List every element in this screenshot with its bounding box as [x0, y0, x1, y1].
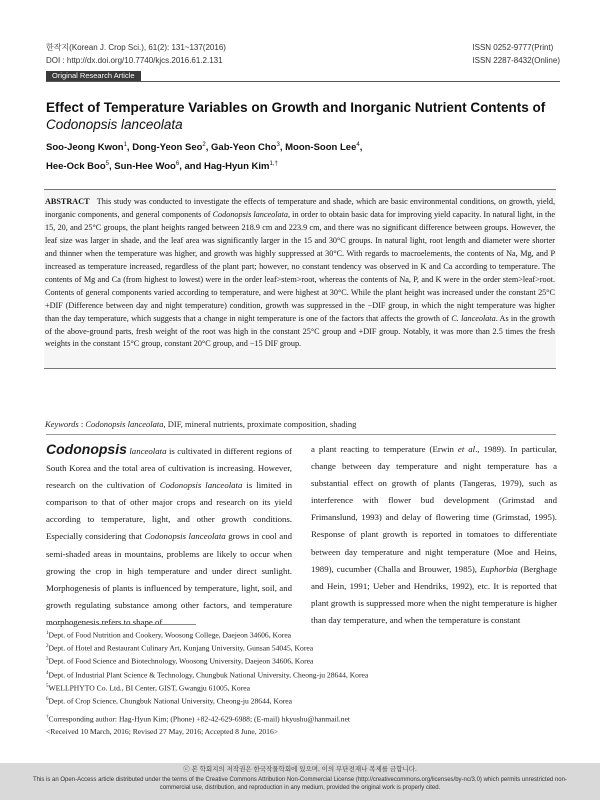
affiliation-line — [46, 694, 556, 707]
affiliation-mark: 5 — [46, 683, 49, 689]
title-line-2: Codonopsis lanceolata — [46, 117, 183, 132]
title-line-1: Effect of Temperature Variables on Growth and Inorganic Nutrient Contents of — [46, 100, 546, 115]
author — [46, 142, 132, 153]
corresponding-author — [46, 712, 556, 725]
license-footer — [0, 763, 600, 800]
author — [46, 161, 114, 172]
author-separator: , — [126, 142, 133, 154]
issn-online: ISSN 2287-8432(Online) — [472, 56, 560, 65]
affiliation-text: Dept. of Industrial Plant Science & Technology, Chungbuk National University, Cheong-ju 28644, Korea — [48, 670, 369, 680]
author-name: Moon-Soon Lee — [285, 142, 357, 154]
open-access-license: This is an Open-Access article distributed under the terms of the Creative Commons Attribution Non-Commercial License (http://creativecommons.org/licenses/by-nc/3.0) which permits unrestricted non-commercial use, distribution, and reproduction in any medium, provided the original work is properly cited. — [33, 777, 567, 791]
body-segment: grows in cool and semi-shaded areas in mountains, problems are likely to occur when growing the crop in high temperature and under direct sunlight. Morphogenesis of plants is influenced by temperature, light, soil, and growth regulating substance among other factors, and temperature morphogenesis refers to shape of — [46, 531, 292, 627]
keywords-line — [45, 419, 356, 429]
body-paragraph — [46, 441, 292, 631]
corresponding-text: Corresponding author: Hag-Hyun Kim; (Phone) +82-42-629-6988; (E-mail) hkyushu@hanmail.net — [48, 714, 350, 724]
author — [114, 161, 204, 172]
author-name: Hee-Ock Boo — [46, 161, 106, 173]
author-name: Gab-Yeon Cho — [211, 142, 277, 154]
author-name: Sun-Hee Woo — [114, 161, 176, 173]
author-affiliation-mark: 1 — [123, 142, 127, 148]
abstract-segment: This study was conducted to investigate the effects of temperature and shade, which are basic environmental conditions, on growth, yield, inorganic components, and general components of — [45, 197, 556, 219]
author-affiliation-mark: 4 — [356, 142, 360, 148]
author — [132, 142, 211, 153]
body-segment: ., 1989). In particular, change between day temperature and night temperature has a substantial effect on growth of plants (Tangeras, 1979), such as interference with flower bud development (Grimstad and Frimanslund, 1993) and delay of flowering time (Grimstad, 1995). Response of plant growth is reported in tomatoes to differentiate between day temperature and night temperature (Moe and Heins, 1989), cucumber (Challa and Brouwer, 1985), — [311, 444, 557, 574]
affiliation-line — [46, 641, 556, 654]
body-segment: a plant reacting to temperature (Erwin — [311, 444, 458, 454]
affiliation-mark: 6 — [46, 697, 49, 703]
author-name: Dong-Yeon Seo — [132, 142, 203, 154]
abstract-species: C. lanceolata — [451, 313, 496, 323]
article-type-label: Original Research Article — [46, 71, 141, 81]
author-affiliation-mark: 2 — [202, 142, 206, 148]
article-type-bar — [46, 71, 560, 82]
copyright-notice-korean: ⓒ 본 학회지의 저작권은 한국작물학회에 있으며, 이의 무단전재나 복제를 금합니다. — [183, 766, 417, 773]
keyword-species: Codonopsis lanceolata — [85, 419, 164, 429]
author-affiliation-mark: 5 — [105, 161, 109, 168]
issn-block — [472, 41, 560, 67]
corresponding-mark: † — [46, 715, 49, 721]
body-paragraph — [311, 441, 557, 629]
body-column-left — [46, 441, 292, 631]
affiliation-mark: 3 — [46, 657, 49, 663]
author-affiliation-mark: 1,† — [269, 161, 278, 168]
body-species: Codonopsis lanceolata — [159, 480, 243, 491]
keywords-divider — [46, 434, 556, 435]
body-species: Euphorbia — [479, 563, 518, 574]
affiliation-text: Dept. of Food Science and Biotechnology, Woosong University, Daejeon 34606, Korea — [48, 657, 314, 666]
affiliation-line — [46, 681, 556, 694]
dropcap-word: Codonopsis — [46, 441, 127, 457]
author-list — [46, 137, 546, 175]
author-name: Soo-Jeong Kwon — [46, 142, 124, 154]
abstract-species: Codonopsis lanceolata — [212, 209, 288, 219]
author-name: Hag-Hyun Kim — [204, 161, 270, 173]
author-separator: , — [205, 142, 212, 154]
affiliation-text: Dept. of Food Nutrition and Cookery, Woosong College, Daejeon 34606, Korea — [48, 630, 292, 640]
issn-print: ISSN 0252-9777(Print) — [472, 43, 554, 52]
keywords-separator: : — [78, 419, 86, 429]
abstract-segment: , in order to obtain basic data for improving yield capacity. In natural light, in the 15, 20, and 25°C groups, the plant heights ranged between 218.9 cm and 223.9 cm, and there was no significant difference between groups. However, the leaf size was larger in shade, and the leaf area was significantly larger in the 15 and 30°C groups. In natural light, root length and diameter were shorter and thinner when the temperature was higher, and growth was highly suppressed at 30°C. With regards to macroelements, the contents of Na, Mg, and P increased as temperature increased, regardless of the plant part; however, no constant tendency was observed in K and Ca according to temperature. The contents of Mg and Ca (from highest to lowest) were in the order leaf>stem>root, whereas the contents of Na, P, and K were in the order stem>leaf>root. Contents of general components varied according to temperature, and were highest at 30°C. While the plant height was increased under the constant 25°C +DIF (Difference between day and night temperature) condition, growth was suppressed in the −DIF group, in which the night temperature was higher than the day temperature, which suggests that a change in night temperature is one of the factors that affects the growth of — [45, 209, 555, 323]
author-affiliation-mark: 6 — [175, 161, 180, 168]
doi-line[interactable]: DOI : http://dx.doi.org/10.7740/kjcs.2016.61.2.131 — [46, 56, 223, 65]
affiliation-line — [46, 668, 556, 681]
abstract-box — [44, 189, 556, 369]
received-dates: <Received 10 March, 2016; Revised 27 May, 2016; Accepted 8 June, 2016> — [46, 726, 279, 736]
affiliation-text: Dept. of Crop Science, Chungbuk National University, Cheong-ju 28644, Korea — [48, 696, 293, 706]
paper-title — [46, 99, 566, 133]
abstract-label: ABSTRACT — [45, 197, 90, 206]
journal-line: 한작지(Korean J. Crop Sci.), 61(2): 131~137(2016) — [46, 43, 226, 52]
affiliation-text: WELLPHYTO Co. Ltd., BI Center, GIST, Gwangju 61005, Korea — [48, 683, 250, 693]
abstract-text — [45, 196, 555, 351]
author-separator: , — [279, 142, 286, 154]
body-italic: et al — [457, 444, 476, 454]
keywords-label: Keywords — [45, 419, 79, 429]
author — [285, 142, 362, 153]
affiliation-text: Dept. of Hotel and Restaurant Culinary Art, Kunjang University, Gunsan 54045, Korea — [48, 643, 314, 653]
affiliation-mark: 1 — [46, 631, 49, 636]
affiliation-mark: 2 — [46, 644, 49, 650]
journal-citation — [46, 41, 226, 67]
author — [211, 142, 285, 153]
affiliation-mark: 4 — [46, 670, 49, 676]
body-italic: lanceolata — [126, 446, 167, 456]
footnote-divider — [46, 624, 196, 625]
keyword-list: , DIF, mineral nutrients, proximate composition, shading — [163, 419, 357, 429]
footnotes — [46, 628, 556, 737]
affiliation-line — [46, 654, 556, 667]
affiliation-line — [46, 628, 556, 641]
author-separator: , — [109, 161, 115, 173]
body-segment: is limited in comparison to that of other major crops and research on its yield according to temperature, light, and other growth conditions. Especially considering that — [46, 480, 292, 542]
body-segment: (Berghage and Hein, 1991; Ueber and Hendriks, 1992), etc. It is reported that plant growth is suppressed more when the night temperature is higher than day temperature, and when the temperature is constant — [311, 563, 557, 625]
body-species: Codonopsis lanceolata — [144, 531, 226, 542]
body-column-right — [311, 441, 557, 629]
author — [204, 161, 278, 172]
abstract-segment: . As in the growth of the above-ground parts, fresh weight of the root was high in the constant 25°C group and +DIF group. Notably, it was more than 2.5 times the fresh weights in the constant 15°C group, constant 20°C group, and −15 DIF group. — [45, 313, 555, 349]
author-affiliation-mark: 3 — [276, 142, 280, 148]
author-separator: , and — [179, 161, 205, 173]
author-separator: , — [359, 142, 363, 154]
body-segment: is cultivated in different regions of South Korea and the total area of cultivation is increasing. However, research on the cultivation of — [46, 446, 292, 491]
